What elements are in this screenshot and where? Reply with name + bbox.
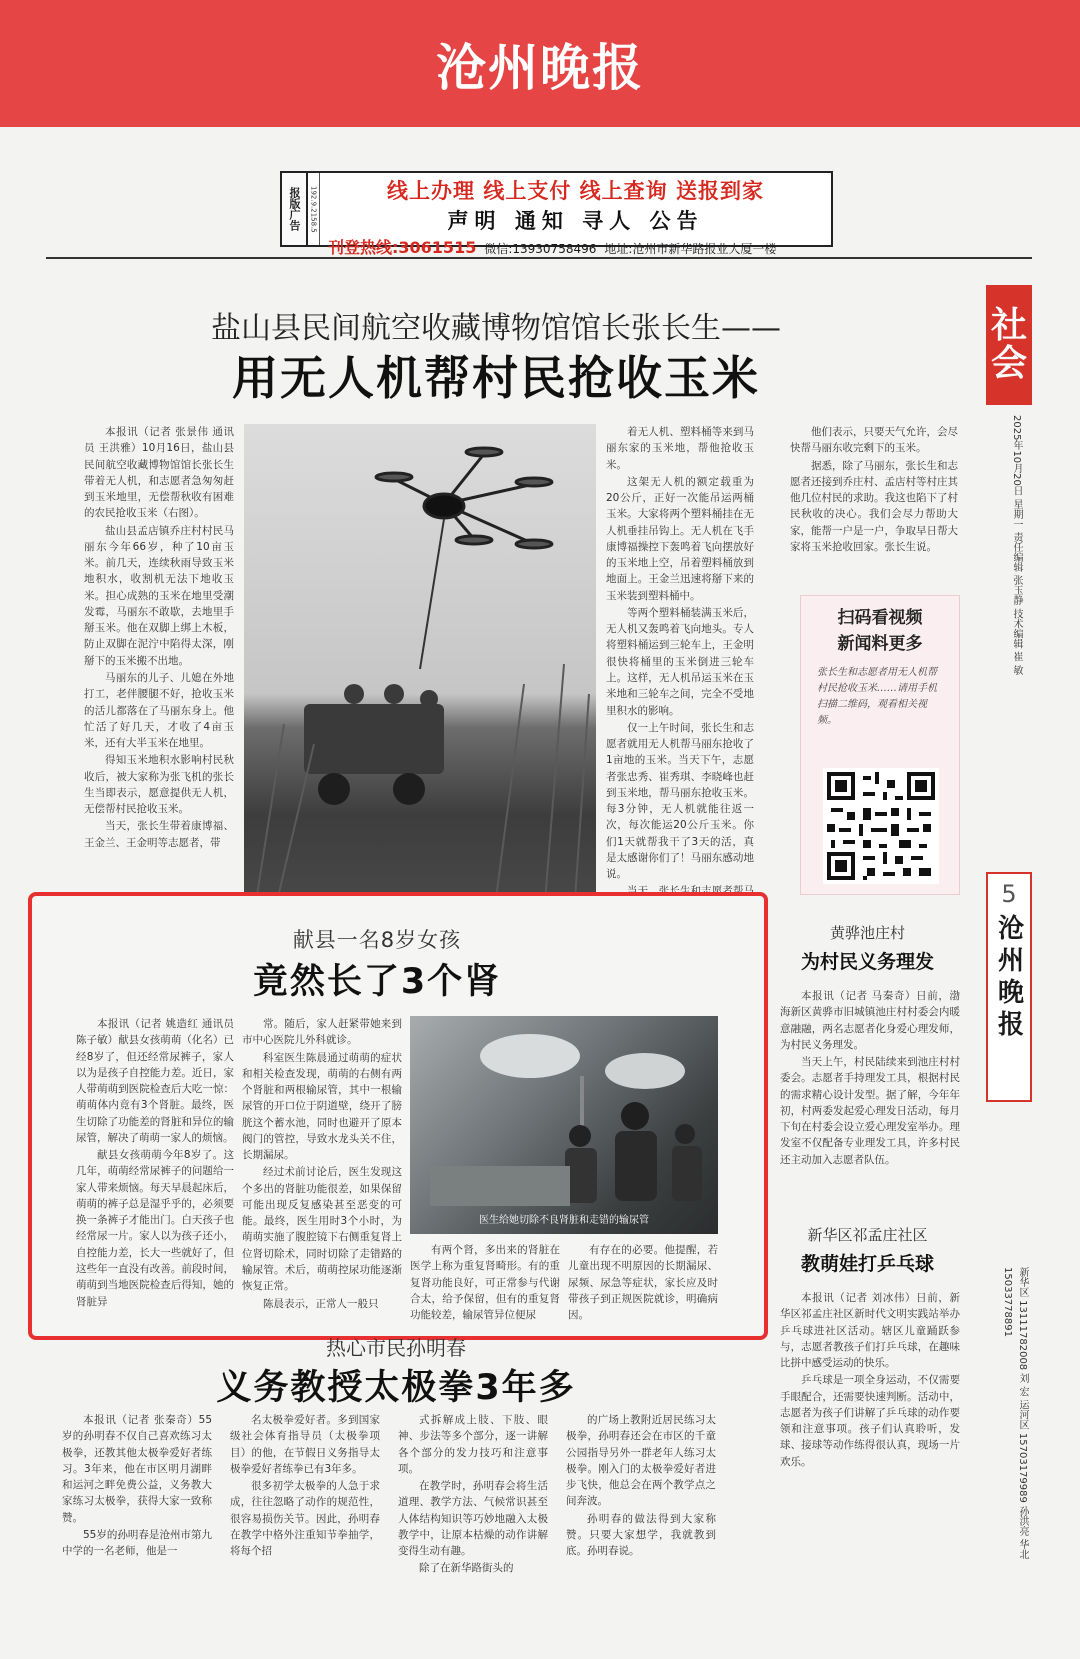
highlighted-article[interactable] (28, 892, 768, 1340)
paragraph: 着无人机、塑料桶等来到马丽东家的玉米地，帮他抢收玉米。 (606, 426, 754, 471)
paragraph: 马丽东的儿子、儿媳在外地打工，老伴腰腿不好，抢收玉米的活儿都落在了马丽东身上。他忙活了好几天，才收了4亩玉米，还有大半玉米在地里。 (84, 671, 234, 750)
ad-address: 地址:沧州市新华路报业大厦一楼 (604, 242, 777, 256)
brief2-kicker: 新华区祁孟庄社区 (807, 1226, 928, 1244)
drone-harvest-photo[interactable] (244, 424, 596, 914)
paragraph: 本报讯（记者 刘冰伟）日前，新华区祁孟庄社区新时代文明实践站举办乒乓球进社区活动。辖区儿童踊跃参与，志愿者教孩子们打乒乓球，在趣味比拼中感受运动的快乐。 (780, 1292, 960, 1370)
brief2-text (780, 1290, 960, 1535)
paragraph: 55岁的孙明春是沧州市第九中学的一名老师，他是一 (62, 1528, 212, 1558)
ad-tag-number: 192.9.2158.5 (308, 173, 320, 245)
section-tab (986, 285, 1032, 405)
paragraph: 据悉，除了马丽东，张长生和志愿者还接到乔庄村、孟店村等村庄其他几位村民的求助。我这也陷下了村民秋收的决心。我们会尽力帮助大家，能帮一户是一户，争取早日帮大家将玉米抢收回家。张长生说。 (790, 459, 958, 553)
paragraph: 有两个肾，多出来的肾脏在医学上称为重复肾畸形。有的重复肾功能良好，可正常参与代谢合太，给予保留，但有的重复肾功能较差，输尿管异位便尿 (410, 1244, 560, 1322)
page-info: 2025年10月20日 星期一 责任编辑 张玉静 技术编辑 崔 敏 (1011, 415, 1022, 675)
paragraph: 本报讯（记者 张景伟 通讯员 王洪雅）10月16日，盐山县民间航空收藏博物馆馆长张长生带着无人机，和志愿者急匆匆赶到玉米地里，无偿帮秋收有困难的农民抢收玉米（右图）。 (84, 426, 234, 520)
qr-title-line2: 新闻料更多 (837, 633, 923, 654)
paragraph: 当天上午，村民陆续来到池庄村村委会。志愿者手持理发工具，根据村民的需求精心设计发型。据了解，今年年初，村两委发起爱心理发日活动，每月下旬在村委会设立爱心理发室举办。理发室不仅配备专业理发工具，许多村民还主动加入志愿者队伍。 (780, 1056, 960, 1166)
paragraph: 乒乓球是一项全身运动，不仅需要手眼配合，还需要快速判断。活动中，志愿者为孩子们讲解了乒乓球的动作要领和注意事项。孩子们认真聆听，发球、接球等动作练得很认真，现场一片欢乐。 (780, 1374, 960, 1468)
paragraph: 科室医生陈晨通过萌萌的症状和相关检查发现，萌萌的右侧有两个肾脏和两根输尿管，其中一根输尿管的开口位于阴道壁，绕开了膀胱这个蓄水池，同时也避开了原本阀门的管控，导致水龙头关不住，长期漏尿。 (242, 1051, 402, 1162)
surgery-photo-illustration (410, 1016, 718, 1234)
bottom-col1 (62, 1412, 212, 1577)
bottom-col2 (230, 1412, 380, 1577)
qr-code-icon[interactable] (823, 768, 939, 884)
paragraph: 陈晨表示，正常人一般只 (263, 1297, 379, 1310)
main-article-col3 (606, 424, 754, 914)
main-article-col4 (790, 424, 958, 584)
paragraph: 在教学时，孙明春会将生活道理、教学方法、气候常识甚至人体结构知识等巧妙地融入太极教学中，让原本枯燥的动作讲解变得生动有趣。 (398, 1480, 548, 1558)
main-article-headline[interactable]: 用无人机帮村民抢收玉米 (232, 351, 760, 405)
drone-photo-illustration (244, 424, 596, 914)
brief-haircut[interactable] (770, 922, 965, 1178)
ad-hotline: 刊登热线:3061515 (328, 238, 477, 257)
paragraph: 他们表示，只要天气允许，会尽快帮马丽东收完剩下的玉米。 (790, 426, 958, 455)
highlight-col1 (76, 1016, 234, 1316)
surgery-photo[interactable] (410, 1016, 718, 1234)
paragraph: 很多初学太极拳的人急于求成，往往忽略了动作的规范性，很容易损伤关节。因此，孙明春在教学中格外注重知节拳抽学，将每个招 (230, 1480, 380, 1558)
bottom-col4 (566, 1412, 716, 1577)
bottom-article-kicker: 热心市民孙明春 (326, 1336, 466, 1360)
highlight-col3 (410, 1242, 560, 1322)
paragraph: 献县女孩萌萌今年8岁了。这几年，萌萌经常尿裤子的问题给一家人带来烦恼。每天早晨起床后，萌萌的裤子总是湿乎乎的，必须要换一条裤子才能出门。白天孩子也经常尿一片。家人以为孩子还小，自控能力差，长大一些就好了，但这些年一直没有改善。前段时间，萌萌到当地医院检查后得知，她的肾脏异 (76, 1149, 234, 1308)
qr-description: 张长生和志愿者用无人机帮村民抢收玉米……请用手机扫描二维码，观看相关视频。 (817, 667, 937, 726)
paragraph: 有存在的必要。他提醒，若儿童出现不明原因的长期漏尿、尿频、尿急等症状，家长应及时带孩子到正规医院就诊，明确病因。 (568, 1244, 718, 1322)
section-name-1: 社 (990, 304, 1027, 347)
brief1-kicker: 黄骅池庄村 (829, 924, 905, 942)
brief-table-tennis[interactable] (770, 1224, 965, 1535)
paragraph: 这架无人机的额定载重为20公斤，正好一次能吊运两桶玉米。大家将两个塑料桶挂在无人机垂挂吊钩上。无人机在飞手康博福操控下轰鸣着飞向摆放好的玉米地上空，吊着塑料桶放到地面上。王金兰迅速将掰下来的玉米装到塑料桶中。 (606, 475, 754, 602)
app-header (0, 0, 1080, 127)
brief2-headline[interactable]: 教萌娃打乒乓球 (800, 1253, 934, 1275)
paragraph: 式拆解成上肢、下肢、眼神、步法等多个部分，逐一讲解各个部分的发力技巧和注意事项。 (398, 1414, 548, 1475)
paragraph: 等两个塑料桶装满玉米后，无人机又轰鸣着飞向地头。专人将塑料桶运到三轮车上，王金明很快将桶里的玉米倒进三轮车上。这样，无人机吊运玉米在玉米地和三轮车之间，完全不受地里积水的影响。 (606, 606, 754, 717)
brief1-text (780, 988, 960, 1178)
paragraph: 孙明春的做法得到大家称赞。只要大家想学，我就教到底。孙明春说。 (566, 1512, 716, 1558)
paragraph: 的广场上教附近居民练习太极拳，孙明春还会在市区的千童公园指导另外一群老年人练习太极拳。刚入门的太极拳爱好者进步飞快，他总会在两个教学点之间奔波。 (566, 1414, 716, 1508)
surgery-photo-caption: 医生给她切除不良肾脏和走错的输尿管 (479, 1215, 649, 1226)
main-article-col1 (84, 424, 234, 914)
qr-code-graphic (823, 768, 939, 884)
paragraph: 本报讯（记者 姚造红 通讯员 陈子敏）献县女孩萌萌（化名）已经8岁了，但还经常尿裤子，家人以为是孩子自控能力差。近日，家人带萌萌到医院检查后大吃一惊：萌萌体内竟有3个肾脏。最终，医生切除了功能差的肾脏和异位的输尿管，解决了萌萌一家人的烦恼。 (76, 1018, 234, 1144)
paragraph: 经过术前讨论后，医生发现这个多出的肾脏功能很差，如果保留可能出现反复感染甚至恶变的可能。最终，医生用时3个小时，为萌萌实施了腹腔镜下右侧重复肾上位肾切除术，同时切除了走错路的输尿管。术后，萌萌控尿功能逐渐恢复正常。 (242, 1166, 402, 1293)
section-name-2: 会 (990, 342, 1027, 384)
paragraph: 盐山县孟店镇乔庄村村民马丽东今年66岁，种了10亩玉米。前几天，连续秋雨导致玉米地积水，收割机无法下地收玉米。担心成熟的玉米在地里受潮发霉，马丽东不敢歇，去地里手掰玉米。他在双脚上绑上木板，防止双脚在泥泞中陷得太深，刚掰下的玉米搬不出地。 (84, 524, 234, 667)
paragraph: 常。随后，家人赶紧带她来到市中心医院儿外科就诊。 (242, 1018, 402, 1047)
app-title: 沧州晚报 (436, 38, 644, 97)
ad-categories-line: 声明 通知 寻人 公告 (447, 209, 704, 233)
paragraph: 本报讯（记者 张秦奇）55岁的孙明春不仅自己喜欢练习太极拳，还教其他太极拳爱好者练习。3年来，他在市区明月湖畔和运河之畔免费公益，义务教大家练习太极拳，获得大家一致称赞。 (62, 1414, 212, 1524)
ad-wechat: 微信:13930758496 (484, 242, 597, 256)
highlight-kicker: 献县一名8岁女孩 (292, 928, 462, 952)
header-divider (46, 257, 1032, 259)
page-number: 5 (1001, 880, 1017, 908)
bottom-article-headline[interactable]: 义务教授太极拳3年多 (216, 1368, 576, 1408)
brief1-headline[interactable]: 为村民义务理发 (800, 951, 934, 973)
highlight-col4 (568, 1242, 718, 1322)
highlight-headline[interactable]: 竟然长了3个肾 (252, 962, 502, 1002)
paragraph: 仅一上午时间，张长生和志愿者就用无人机帮马丽东抢收了1亩地的玉米。当天下午，志愿者张忠秀、崔秀琪、李晓峰也赶到玉米地，帮马丽东抢收玉米。每3分钟，无人机就能往返一次，每次能运20公斤玉米。你们1天就帮我干了3天的活，真是太感谢你们了！马丽东感动地说。 (606, 721, 754, 881)
main-article-kicker: 盐山县民间航空收藏博物馆馆长张长生—— (211, 311, 781, 346)
qr-title-line1: 扫码看视频 (837, 608, 923, 628)
paragraph: 得知玉米地积水影响村民秋收后，被大家称为张飞机的张长生当即表示，愿意提供无人机，无偿帮村民抢收玉米。 (84, 754, 234, 816)
ad-services-line: 线上办理 线上支付 线上查询 送报到家 (387, 179, 764, 203)
bottom-col3 (398, 1412, 548, 1577)
contact-phones: 新华区 13111782008 刘 宏 运河区 15703179989 孙洪亮 华北 15033778891 (1002, 1267, 1028, 1560)
paragraph: 当天，张长生带着康博福、王金兰、王金明等志愿者，带 (84, 820, 234, 849)
page-number-box (986, 872, 1032, 1102)
newspaper-page[interactable] (0, 127, 1080, 1659)
qr-video-promo[interactable] (800, 595, 960, 895)
ad-tag: 报版广告 (282, 173, 308, 245)
classified-ad-banner (280, 171, 833, 257)
paragraph: 名太极拳爱好者。多到国家级社会体育指导员（太极拳项目）的他，在节假日义务指导太极拳爱好者练拳已有3年多。 (230, 1414, 380, 1475)
highlight-col2 (242, 1016, 402, 1316)
paragraph: 除了在新华路街头的 (419, 1562, 514, 1575)
paragraph: 本报讯（记者 马秦奇）日前，渤海新区黄骅市旧城镇池庄村村委会内暖意融融，两名志愿者化身爱心理发师，为村民义务理发。 (780, 990, 960, 1051)
paper-name-vertical: 沧州晚报 (993, 914, 1024, 1042)
